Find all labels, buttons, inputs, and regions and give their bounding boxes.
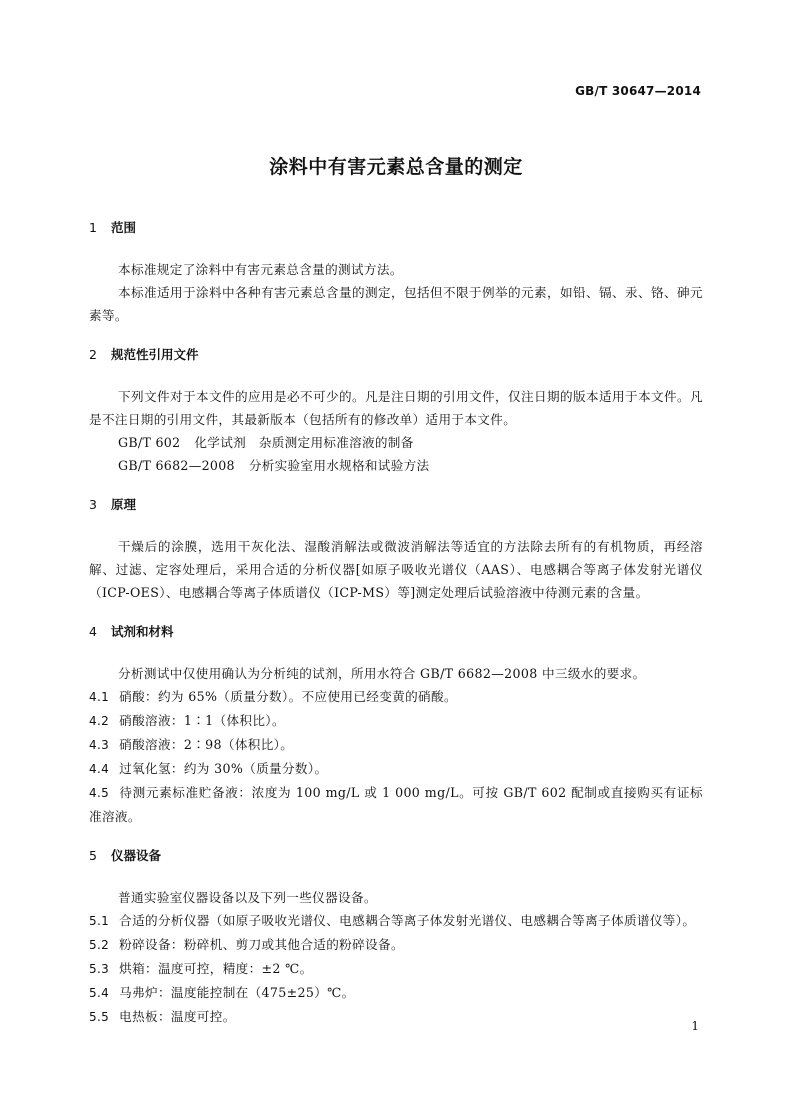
clause-item [89,933,703,957]
clause-number: 4.1 [89,690,110,704]
clause-item [89,981,703,1005]
reference-code: GB/T 6682—2008 [118,458,235,473]
reference-item [89,431,703,454]
clause-text: 烘箱：温度可控，精度：±2 ℃。 [119,961,313,976]
section-title: 仪器设备 [111,848,162,863]
clause-item [89,1005,703,1029]
paragraph: 分析测试中仅使用确认为分析纯的试剂，所用水符合 GB/T 6682—2008 中三级水的要求。 [118,666,646,681]
section-heading-normative-references [89,345,703,365]
section-heading-principle [89,495,703,515]
clause-item [89,957,703,981]
clause-item [89,709,703,733]
section-number: 3 [89,497,97,512]
clause-text: 马弗炉：温度能控制在（475±25）℃。 [119,985,355,1000]
clause-text: 合适的分析仪器（如原子吸收光谱仪、电感耦合等离子体发射光谱仪、电感耦合等离子体质谱仪等）。 [119,913,696,928]
clause-text: 待测元素标准贮备液：浓度为 100 mg/L 或 1 000 mg/L。可按 GB/T 602 配制或直接购买有证标准溶液。 [89,785,703,824]
paragraph: 下列文件对于本文件的应用是必不可少的。凡是注日期的引用文件，仅注日期的版本适用于本文件。凡是不注日期的引用文件，其最新版本（包括所有的修改单）适用于本文件。 [89,389,703,427]
paragraph: 普通实验室仪器设备以及下列一些仪器设备。 [118,890,377,905]
section-number: 1 [89,220,97,235]
clause-item [89,757,703,781]
section-number: 5 [89,848,97,863]
reference-code: GB/T 602 [118,435,181,450]
page-number: 1 [691,1019,699,1033]
section-title: 原理 [111,497,137,512]
section-number: 4 [89,624,97,639]
clause-number: 4.5 [89,786,110,800]
clause-text: 过氧化氢：约为 30%（质量分数）。 [119,761,328,776]
paragraph: 本标准适用于涂料中各种有害元素总含量的测定，包括但不限于例举的元素，如铅、镉、汞、铬、砷元素等。 [89,285,703,323]
clause-number: 5.5 [89,1010,110,1024]
clause-item [89,781,703,828]
paragraph: 本标准规定了涂料中有害元素总含量的测试方法。 [118,262,403,277]
clause-item [89,733,703,757]
section-heading-apparatus [89,846,703,866]
clause-number: 5.3 [89,962,110,976]
section-title: 规范性引用文件 [111,347,199,362]
clause-number: 5.4 [89,986,110,1000]
standard-number: GB/T 30647—2014 [575,84,701,98]
section-heading-scope [89,218,703,238]
clause-number: 5.2 [89,938,110,952]
document-body [89,218,703,1029]
clause-number: 5.1 [89,914,110,928]
clause-item [89,685,703,709]
reference-title: 化学试剂 杂质测定用标准溶液的制备 [194,435,414,450]
clause-number: 4.3 [89,738,110,752]
clause-text: 硝酸溶液：1∶1（体积比）。 [119,713,285,728]
clause-text: 硝酸溶液：2∶98（体积比）。 [119,737,294,752]
clause-text: 粉碎设备：粉碎机、剪刀或其他合适的粉碎设备。 [119,937,404,952]
reference-title: 分析实验室用水规格和试验方法 [248,458,430,473]
document-title: 涂料中有害元素总含量的测定 [269,156,523,178]
section-heading-reagents [89,622,703,642]
section-number: 2 [89,347,97,362]
clause-item [89,909,703,933]
clause-number: 4.2 [89,714,110,728]
section-title: 范围 [111,220,137,235]
clause-text: 硝酸：约为 65%（质量分数）。不应使用已经变黄的硝酸。 [119,689,457,704]
clause-text: 电热板：温度可控。 [119,1009,236,1024]
clause-number: 4.4 [89,762,110,776]
reference-item [89,454,703,477]
section-title: 试剂和材料 [111,624,174,639]
paragraph: 干燥后的涂膜，选用干灰化法、湿酸消解法或微波消解法等适宜的方法除去所有的有机物质，再经溶解、过滤、定容处理后，采用合适的分析仪器[如原子吸收光谱仪（AAS）、电感耦合等离子体发射光谱仪（ICP-OES）、电感耦合等离子体质谱仪（ICP-MS）等]测定处理后试验溶液中待测元素的含量。 [89,539,703,600]
